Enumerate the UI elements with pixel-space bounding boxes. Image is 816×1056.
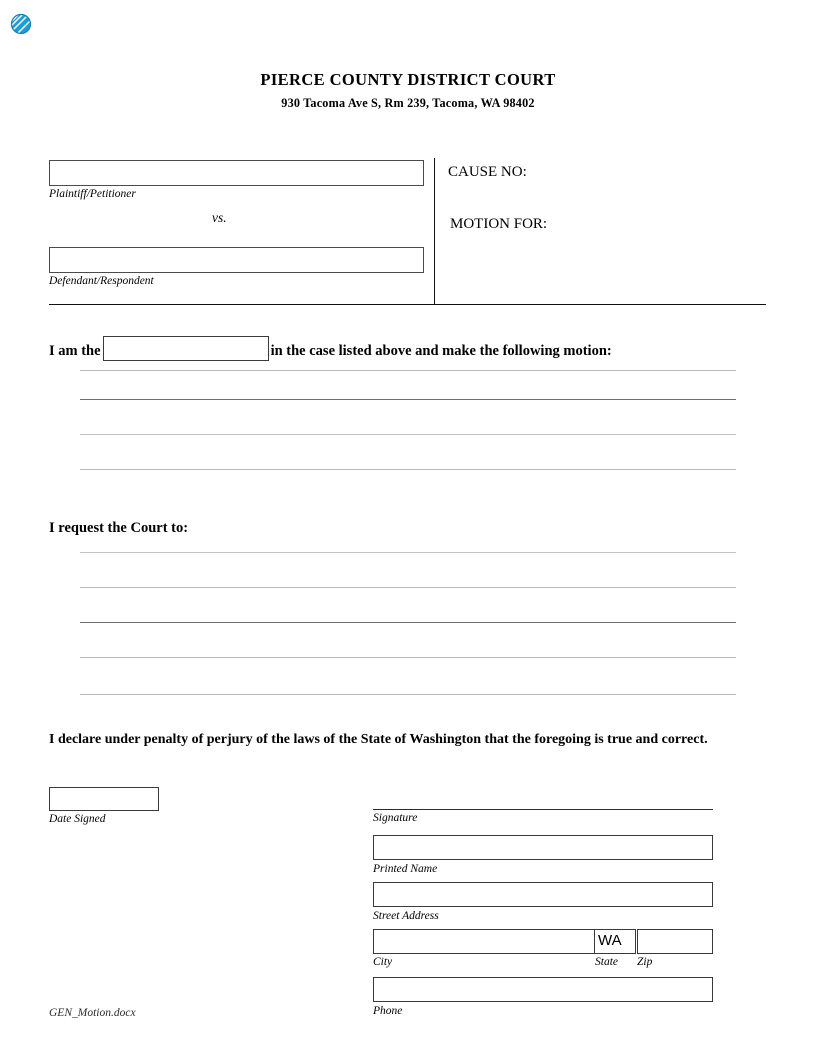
write-line[interactable] (80, 587, 736, 588)
document-header (0, 70, 816, 111)
party-role-field[interactable] (103, 336, 269, 361)
city-label: City (373, 956, 393, 968)
defendant-name-field[interactable] (49, 247, 424, 273)
write-line[interactable] (80, 622, 736, 623)
caption-bottom-rule (49, 304, 766, 305)
zip-field[interactable] (637, 929, 713, 954)
case-caption-block (49, 158, 766, 304)
request-heading: I request the Court to: (49, 520, 189, 536)
zip-label: Zip (637, 956, 653, 968)
defendant-label: Defendant/Respondent (49, 275, 154, 287)
write-line[interactable] (80, 469, 736, 470)
printed-name-label: Printed Name (373, 863, 438, 875)
phone-label: Phone (373, 1005, 403, 1017)
caption-vertical-divider (434, 158, 435, 304)
footer-filename: GEN_Motion.docx (49, 1007, 136, 1019)
perjury-declaration: I declare under penalty of perjury of the laws of the State of Washington that the foregoing is true and correct. (49, 732, 708, 747)
court-name: PIERCE COUNTY DISTRICT COURT (260, 70, 556, 89)
write-line[interactable] (80, 370, 736, 371)
plaintiff-label: Plaintiff/Petitioner (49, 188, 136, 200)
phone-field[interactable] (373, 977, 713, 1002)
i-am-the-suffix: in the case listed above and make the following motion: (270, 343, 612, 359)
write-line[interactable] (80, 657, 736, 658)
signature-label: Signature (373, 812, 418, 824)
versus-text: vs. (212, 210, 227, 225)
state-field[interactable]: WA (594, 929, 636, 954)
court-address: 930 Tacoma Ave S, Rm 239, Tacoma, WA 98402 (281, 96, 535, 110)
i-am-the-prefix: I am the (49, 343, 101, 359)
i-am-the-statement (49, 336, 612, 361)
city-field[interactable] (373, 929, 595, 954)
street-address-field[interactable] (373, 882, 713, 907)
date-signed-field[interactable] (49, 787, 159, 811)
state-label: State (595, 956, 618, 968)
write-line[interactable] (80, 552, 736, 553)
write-line[interactable] (80, 399, 736, 400)
plaintiff-name-field[interactable] (49, 160, 424, 186)
app-logo-icon (10, 13, 32, 35)
write-line[interactable] (80, 434, 736, 435)
signature-line[interactable] (373, 809, 713, 810)
motion-for-label: MOTION FOR: (450, 216, 548, 232)
cause-number-label: CAUSE NO: (448, 164, 527, 180)
request-text-lines (80, 552, 736, 695)
street-address-label: Street Address (373, 910, 439, 922)
write-line[interactable] (80, 694, 736, 695)
motion-text-lines (80, 370, 736, 470)
printed-name-field[interactable] (373, 835, 713, 860)
date-signed-label: Date Signed (49, 813, 106, 825)
